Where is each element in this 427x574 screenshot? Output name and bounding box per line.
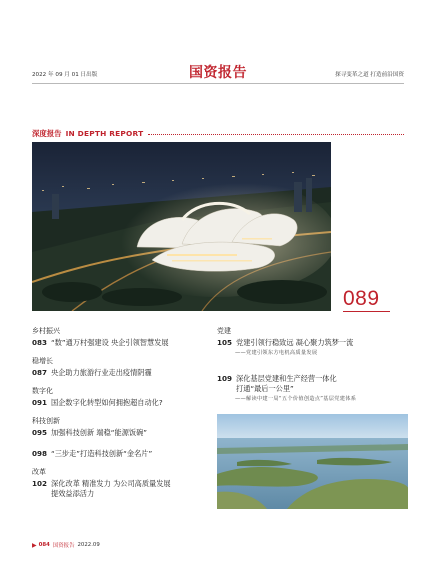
entry-title-line2: 提效益添活力 <box>51 489 95 498</box>
page-footer <box>32 541 100 549</box>
section-title-en: IN DEPTH REPORT <box>65 128 144 138</box>
toc-entry-109[interactable] <box>217 374 407 394</box>
footer-issue: 2022.09 <box>77 542 100 548</box>
entry-title <box>51 479 212 499</box>
entry-page: 095 <box>32 428 48 437</box>
toc-entry-095[interactable] <box>32 428 212 438</box>
footer-page-number: 084 <box>38 542 50 548</box>
masthead-slogan: 探寻变革之道 打造前沿国资 <box>335 72 404 78</box>
entry-page: 102 <box>32 479 48 488</box>
cover-photo-night-building <box>32 142 331 311</box>
footer-magazine: 国资报告 <box>52 543 75 549</box>
category-innovation: 科技创新 <box>32 417 60 425</box>
entry-page: 098 <box>32 449 48 458</box>
entry-page: 091 <box>32 398 48 407</box>
masthead-divider <box>32 83 404 84</box>
toc-entry-091[interactable] <box>32 398 212 408</box>
section-heading <box>32 127 404 139</box>
entry-title: 加强科技创新 端稳“能源饭碗” <box>51 428 147 437</box>
entry-page: 105 <box>217 338 233 347</box>
magazine-title: 国资报告 <box>189 65 247 81</box>
page-number-underline <box>343 311 390 312</box>
dotted-rule <box>148 134 404 135</box>
entry-title-line2: 打通“最后一公里” <box>236 384 294 393</box>
entry-title-line1: 深化改革 精准发力 为公司高质量发展 <box>51 479 171 488</box>
entry-title: 国企数字化转型如何拥抱超自动化? <box>51 398 163 407</box>
entry-title-line1: 深化基层党建和生产经营一体化 <box>236 374 337 383</box>
toc-entry-087[interactable] <box>32 368 212 378</box>
toc-entry-102[interactable] <box>32 479 212 499</box>
entry-title: 央企助力旅游行业走出疫情阴霾 <box>51 368 152 377</box>
entry-page: 109 <box>217 374 233 383</box>
entry-title: 党建引领行稳致远 凝心聚力筑梦一流 <box>236 338 354 347</box>
category-rural: 乡村振兴 <box>32 327 60 335</box>
toc-entry-083[interactable] <box>32 338 212 348</box>
toc-right-column <box>217 326 407 402</box>
toc-left-column <box>32 326 212 499</box>
toc-entry-098[interactable] <box>32 449 212 459</box>
entry-title: “数”通万村强建设 央企引领智慧发展 <box>51 338 169 347</box>
publish-date: 2022 年 09 月 01 日出版 <box>32 72 98 78</box>
category-party: 党建 <box>217 327 231 335</box>
entry-subtitle: ——解读中建一局“五个价值创造点”基层党建体系 <box>235 396 357 402</box>
category-growth: 稳增长 <box>32 357 53 365</box>
feature-page-number: 089 <box>343 287 380 310</box>
wetland-aerial-photo <box>217 414 408 509</box>
section-title-zh: 深度报告 <box>32 128 62 138</box>
category-digital: 数字化 <box>32 387 53 395</box>
entry-title <box>236 374 407 394</box>
masthead <box>32 62 404 84</box>
category-reform: 改革 <box>32 468 46 476</box>
entry-page: 087 <box>32 368 48 377</box>
entry-title: “三步走”打造科技创新“金名片” <box>51 449 153 458</box>
toc-entry-105[interactable] <box>217 338 407 348</box>
triangle-marker-icon: ▶ <box>32 541 37 549</box>
entry-subtitle: ——党建引领东方电机高质量发展 <box>235 350 318 356</box>
entry-page: 083 <box>32 338 48 347</box>
